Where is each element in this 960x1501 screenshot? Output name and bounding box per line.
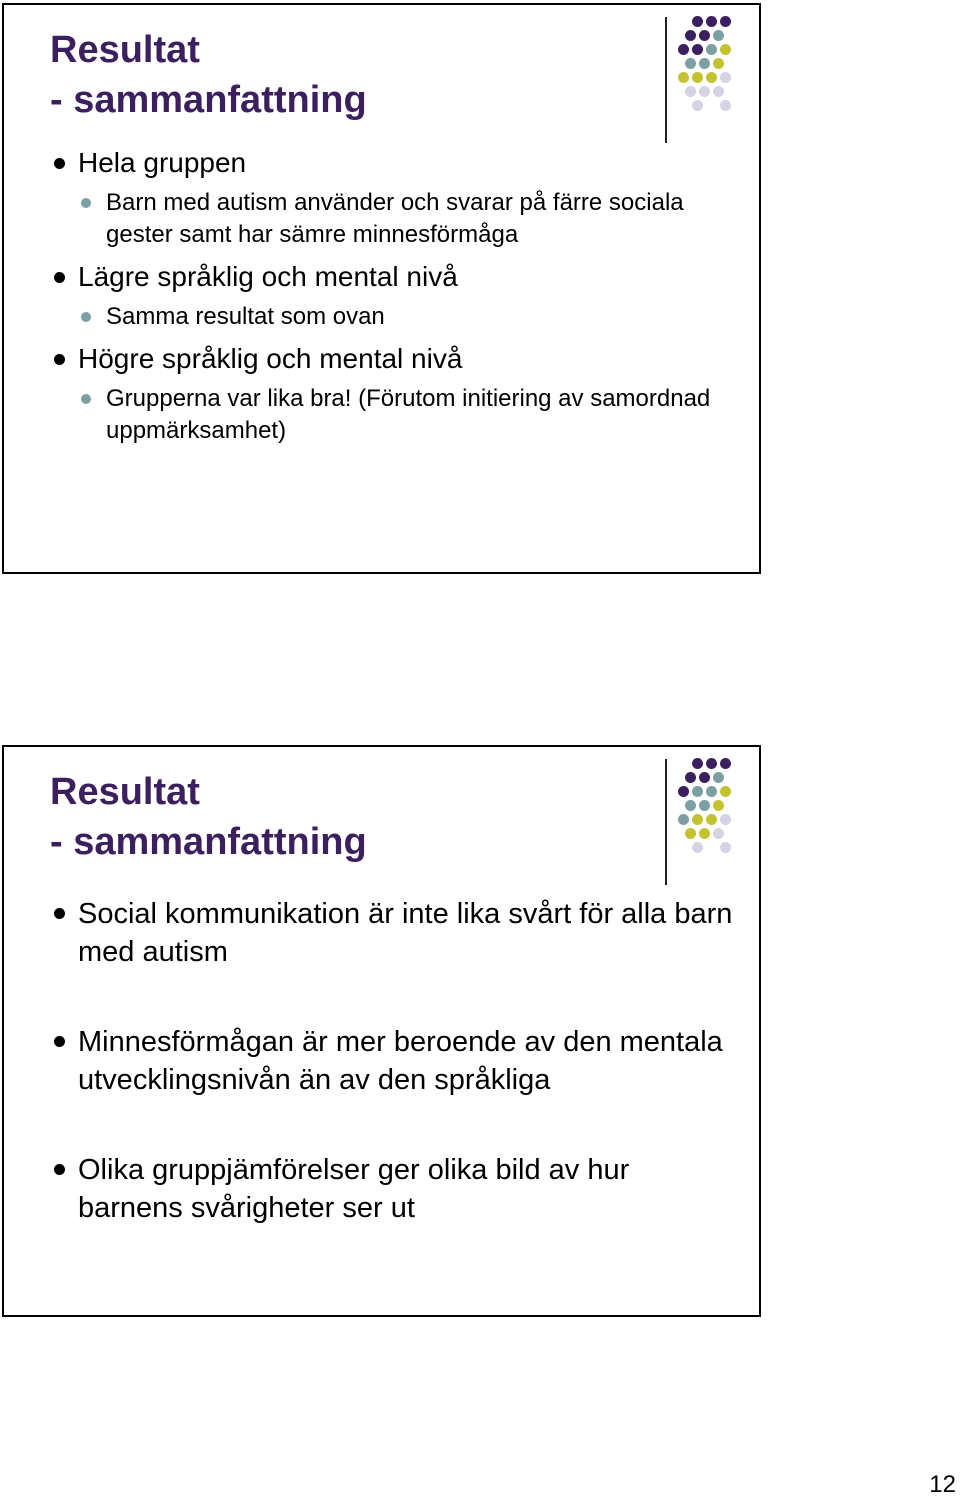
dot-icon <box>713 800 724 811</box>
dot-icon <box>699 30 710 41</box>
dot-icon <box>692 16 703 27</box>
bullet-list <box>50 145 739 455</box>
dot-icon <box>692 814 703 825</box>
dot-icon <box>685 772 696 783</box>
dot-icon <box>699 828 710 839</box>
dot-icon <box>706 786 717 797</box>
dot-icon <box>685 30 696 41</box>
slide-2 <box>2 745 761 1317</box>
decorative-dots-icon <box>678 16 762 128</box>
dot-icon <box>706 16 717 27</box>
dot-icon <box>720 100 731 111</box>
bullet-item: Lägre språklig och mental nivå <box>50 259 739 295</box>
bullet-item: Hela gruppen <box>50 145 739 181</box>
dot-icon <box>678 814 689 825</box>
dot-icon <box>706 758 717 769</box>
dot-icon <box>692 72 703 83</box>
title-line-1: Resultat <box>50 771 200 813</box>
dot-icon <box>720 814 731 825</box>
bullet-item: Social kommunikation är inte lika svårt för alla barn med autism <box>50 895 739 971</box>
dot-icon <box>685 58 696 69</box>
dot-icon <box>692 842 703 853</box>
slide-title <box>50 25 367 125</box>
dot-icon <box>713 772 724 783</box>
dot-icon <box>720 44 731 55</box>
dot-icon <box>678 44 689 55</box>
title-line-2: - sammanfattning <box>50 821 367 863</box>
dot-icon <box>678 72 689 83</box>
dot-icon <box>678 786 689 797</box>
dot-icon <box>720 16 731 27</box>
dot-icon <box>713 58 724 69</box>
dot-icon <box>706 44 717 55</box>
dot-icon <box>692 100 703 111</box>
title-divider <box>665 17 667 143</box>
bullet-item: Högre språklig och mental nivå <box>50 341 739 377</box>
title-divider <box>665 759 667 885</box>
slide-1 <box>2 3 761 574</box>
dot-icon <box>706 72 717 83</box>
bullet-item: Olika gruppjämförelser ger olika bild av hur barnens svårigheter ser ut <box>50 1151 739 1227</box>
sub-bullet-item: Barn med autism använder och svarar på färre sociala gester samt har sämre minnesförmåga <box>50 187 739 251</box>
title-line-1: Resultat <box>50 29 200 71</box>
bullet-item: Minnesförmågan är mer beroende av den mentala utvecklingsnivån än av den språkliga <box>50 1023 739 1099</box>
dot-icon <box>713 30 724 41</box>
dot-icon <box>706 814 717 825</box>
sub-bullet-item: Samma resultat som ovan <box>50 301 739 333</box>
dot-icon <box>685 86 696 97</box>
dot-icon <box>713 86 724 97</box>
dot-icon <box>699 800 710 811</box>
dot-icon <box>720 786 731 797</box>
bullet-list <box>50 895 739 1279</box>
dot-icon <box>685 800 696 811</box>
dot-icon <box>685 828 696 839</box>
dot-icon <box>720 72 731 83</box>
dot-icon <box>699 86 710 97</box>
decorative-dots-icon <box>678 758 762 870</box>
dot-icon <box>713 828 724 839</box>
page-number: 12 <box>929 1471 956 1498</box>
slide-title <box>50 767 367 867</box>
dot-icon <box>692 786 703 797</box>
title-line-2: - sammanfattning <box>50 79 367 121</box>
dot-icon <box>720 842 731 853</box>
dot-icon <box>699 58 710 69</box>
dot-icon <box>699 772 710 783</box>
dot-icon <box>692 44 703 55</box>
dot-icon <box>692 758 703 769</box>
sub-bullet-item: Grupperna var lika bra! (Förutom initiering av samordnad uppmärksamhet) <box>50 383 739 447</box>
dot-icon <box>720 758 731 769</box>
